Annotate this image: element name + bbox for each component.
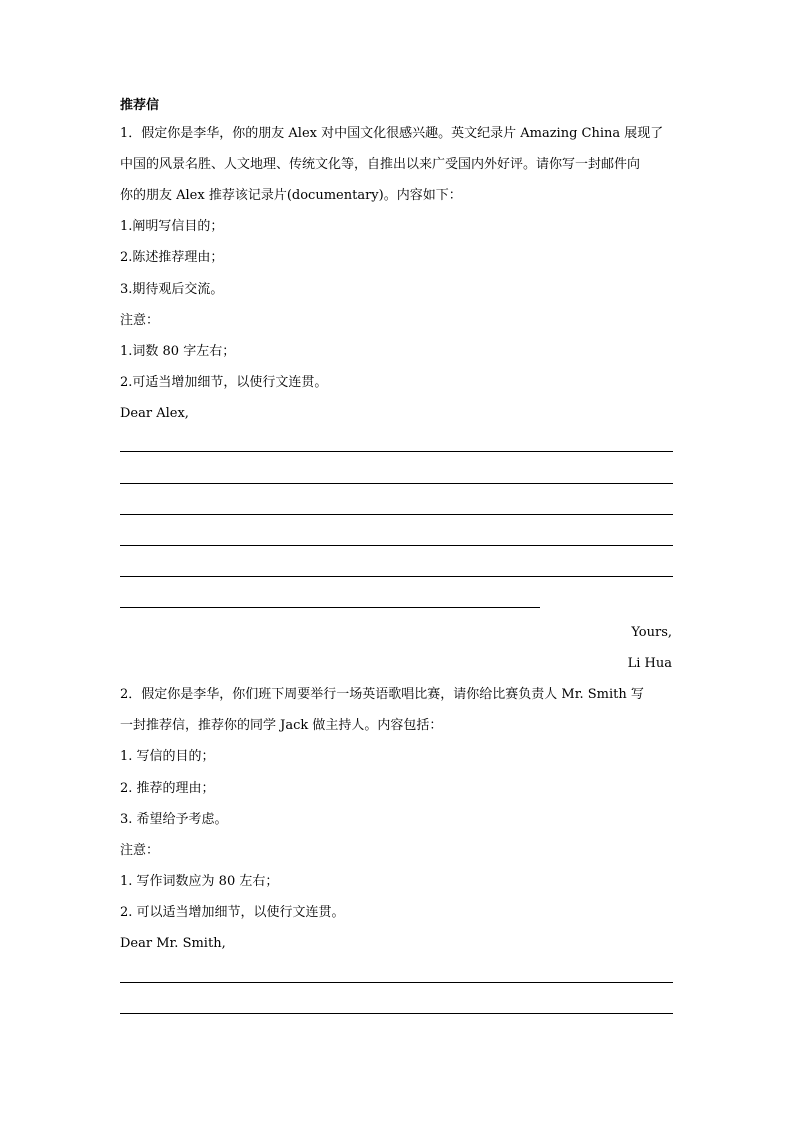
- q2-note-2: 2. 可以适当增加细节，以使行文连贯。: [120, 905, 345, 920]
- q1-requirement-1: 1.阐明写信目的；: [120, 219, 224, 234]
- q1-writing-line: [120, 576, 673, 577]
- q2-note-label: 注意：: [120, 843, 160, 858]
- q1-writing-line: [120, 545, 673, 546]
- q2-requirement-1: 1. 写信的目的；: [120, 749, 215, 764]
- q1-prompt-line-1: 1．假定你是李华，你的朋友 Alex 对中国文化很感兴趣。英文纪录片 Amazing China 展现了: [120, 126, 664, 141]
- q1-note-1: 1.词数 80 字左右；: [120, 344, 236, 359]
- q1-note-label: 注意：: [120, 313, 160, 328]
- q1-writing-line-short: [120, 607, 540, 608]
- q2-writing-line: [120, 1013, 673, 1014]
- q1-prompt-line-2: 中国的风景名胜、人文地理、传统文化等，自推出以来广受国内外好评。请你写一封邮件向: [120, 157, 641, 172]
- q2-greeting: Dear Mr. Smith,: [120, 936, 226, 951]
- q2-prompt-line-2: 一封推荐信，推荐你的同学 Jack 做主持人。内容包括：: [120, 718, 443, 733]
- q2-requirement-2: 2. 推荐的理由；: [120, 781, 215, 796]
- q1-writing-line: [120, 483, 673, 484]
- q1-greeting: Dear Alex,: [120, 406, 189, 421]
- q2-requirement-3: 3. 希望给予考虑。: [120, 812, 228, 827]
- q1-writing-line: [120, 451, 673, 452]
- q2-prompt-line-1: 2．假定你是李华，你们班下周要举行一场英语歌唱比赛，请你给比赛负责人 Mr. Smith 写: [120, 687, 644, 702]
- q1-note-2: 2.可适当增加细节，以使行文连贯。: [120, 375, 328, 390]
- q1-requirement-2: 2.陈述推荐理由；: [120, 250, 224, 265]
- q1-closing: Yours,: [631, 625, 672, 640]
- q2-note-1: 1. 写作词数应为 80 左右；: [120, 874, 279, 889]
- q1-writing-line: [120, 514, 673, 515]
- section-heading: 推荐信: [120, 98, 160, 113]
- q2-writing-line: [120, 982, 673, 983]
- q1-requirement-3: 3.期待观后交流。: [120, 282, 224, 297]
- q1-signature: Li Hua: [627, 656, 672, 671]
- q1-prompt-line-3: 你的朋友 Alex 推荐该记录片(documentary)。内容如下：: [120, 188, 462, 203]
